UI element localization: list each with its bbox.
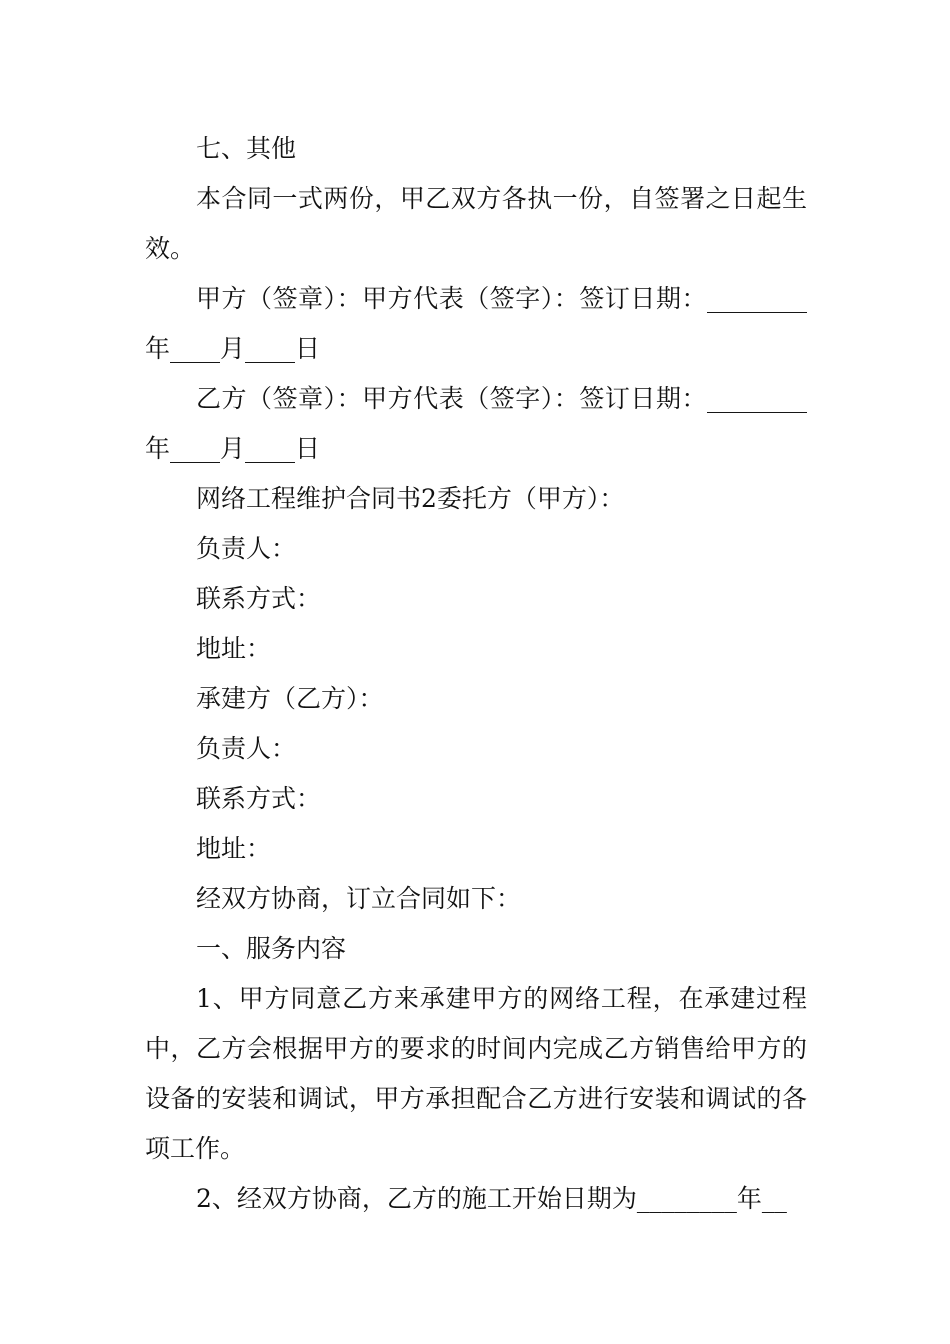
paragraph-copies-effective: 本合同一式两份，甲乙双方各执一份，自签署之日起生效。 xyxy=(145,184,807,263)
client-address: 地址： xyxy=(196,634,272,663)
party-a-signature-line: 甲方（签章）：甲方代表（签字）：签订日期：________年____月____日 xyxy=(145,284,807,363)
client-responsible-person: 负责人： xyxy=(196,534,297,563)
clause-2: 2、经双方协商，乙方的施工开始日期为________年__ xyxy=(196,1184,787,1213)
document-body xyxy=(145,124,807,1224)
contractor-address: 地址： xyxy=(196,834,272,863)
contractor-responsible-person: 负责人： xyxy=(196,734,297,763)
client-contact: 联系方式： xyxy=(196,584,322,613)
contractor-heading: 承建方（乙方）： xyxy=(196,684,384,713)
contract-2-client-heading: 网络工程维护合同书2委托方（甲方）： xyxy=(196,484,625,513)
contractor-contact: 联系方式： xyxy=(196,784,322,813)
section-heading-service-content: 一、服务内容 xyxy=(196,934,347,963)
party-b-signature-line: 乙方（签章）：甲方代表（签字）：签订日期：________年____月____日 xyxy=(145,384,807,463)
clause-1: 1、甲方同意乙方来承建甲方的网络工程，在承建过程中，乙方会根据甲方的要求的时间内完成乙方销售给甲方的设备的安装和调试，甲方承担配合乙方进行安装和调试的各项工作。 xyxy=(145,984,807,1163)
agreement-intro: 经双方协商，订立合同如下： xyxy=(196,884,522,913)
section-heading-other: 七、其他 xyxy=(196,134,297,163)
